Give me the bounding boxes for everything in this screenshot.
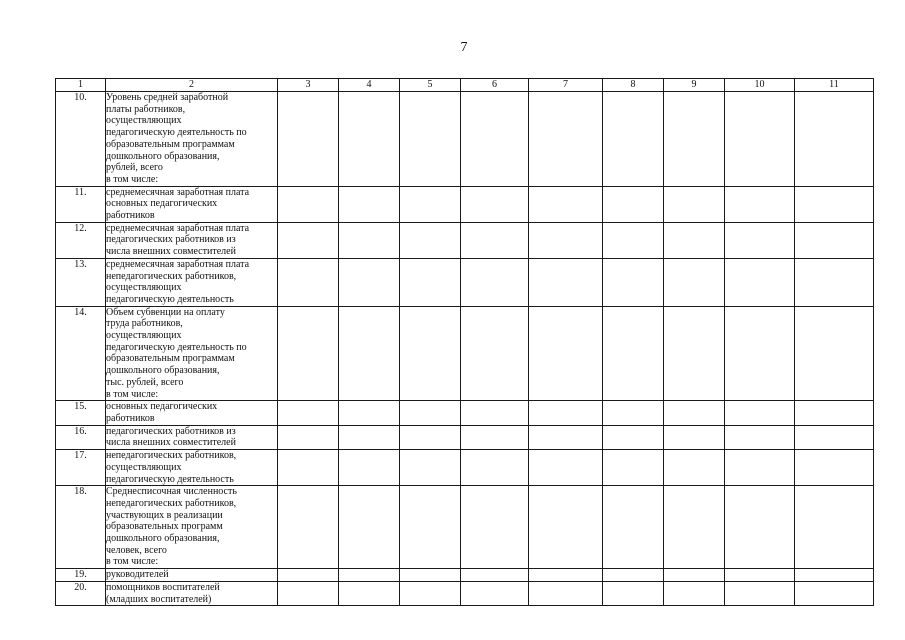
empty-cell	[461, 486, 529, 569]
page-number: 7	[460, 40, 468, 55]
empty-cell	[795, 222, 874, 258]
empty-cell	[529, 306, 603, 401]
empty-cell	[529, 486, 603, 569]
empty-cell	[795, 450, 874, 486]
empty-cell	[603, 186, 664, 222]
row-number: 13.	[56, 258, 106, 306]
table-row	[56, 92, 874, 187]
row-number: 10.	[56, 92, 106, 187]
empty-cell	[400, 186, 461, 222]
col-header: 4	[339, 79, 400, 92]
empty-cell	[461, 92, 529, 187]
empty-cell	[725, 450, 795, 486]
empty-cell	[664, 425, 725, 449]
empty-cell	[461, 569, 529, 582]
empty-cell	[725, 306, 795, 401]
empty-cell	[339, 258, 400, 306]
empty-cell	[339, 401, 400, 425]
table-row	[56, 486, 874, 569]
table-row	[56, 425, 874, 449]
empty-cell	[664, 222, 725, 258]
empty-cell	[603, 92, 664, 187]
empty-cell	[339, 186, 400, 222]
table-row	[56, 222, 874, 258]
empty-cell	[664, 258, 725, 306]
empty-cell	[529, 581, 603, 605]
empty-cell	[339, 450, 400, 486]
empty-cell	[461, 258, 529, 306]
empty-cell	[664, 450, 725, 486]
row-number: 16.	[56, 425, 106, 449]
empty-cell	[278, 186, 339, 222]
table-row	[56, 258, 874, 306]
row-description: руководителей	[106, 569, 278, 582]
empty-cell	[603, 486, 664, 569]
empty-cell	[278, 92, 339, 187]
table-row	[56, 581, 874, 605]
col-header: 1	[56, 79, 106, 92]
table-row	[56, 306, 874, 401]
empty-cell	[603, 425, 664, 449]
row-number: 15.	[56, 401, 106, 425]
empty-cell	[461, 186, 529, 222]
row-description: среднемесячная заработная плата непедагогических работников, осуществляющих педагогическую деятельность	[106, 258, 278, 306]
col-header: 6	[461, 79, 529, 92]
empty-cell	[278, 569, 339, 582]
empty-cell	[529, 450, 603, 486]
empty-cell	[461, 222, 529, 258]
empty-cell	[461, 306, 529, 401]
row-description: педагогических работников из числа внешних совместителей	[106, 425, 278, 449]
empty-cell	[278, 306, 339, 401]
col-header: 10	[725, 79, 795, 92]
empty-cell	[278, 581, 339, 605]
col-header: 11	[795, 79, 874, 92]
empty-cell	[339, 92, 400, 187]
empty-cell	[664, 306, 725, 401]
empty-cell	[795, 258, 874, 306]
empty-cell	[339, 306, 400, 401]
row-description: непедагогических работников, осуществляющих педагогическую деятельность	[106, 450, 278, 486]
table-row	[56, 186, 874, 222]
empty-cell	[603, 222, 664, 258]
col-header: 9	[664, 79, 725, 92]
table-row	[56, 450, 874, 486]
row-description: среднемесячная заработная плата педагогических работников из числа внешних совместителей	[106, 222, 278, 258]
empty-cell	[400, 425, 461, 449]
empty-cell	[725, 222, 795, 258]
empty-cell	[795, 401, 874, 425]
row-description: основных педагогических работников	[106, 401, 278, 425]
empty-cell	[529, 222, 603, 258]
empty-cell	[529, 92, 603, 187]
row-description: помощников воспитателей (младших воспитателей)	[106, 581, 278, 605]
col-header: 5	[400, 79, 461, 92]
empty-cell	[461, 450, 529, 486]
empty-cell	[339, 581, 400, 605]
empty-cell	[664, 486, 725, 569]
empty-cell	[603, 306, 664, 401]
empty-cell	[725, 569, 795, 582]
empty-cell	[400, 401, 461, 425]
empty-cell	[603, 450, 664, 486]
empty-cell	[339, 222, 400, 258]
empty-cell	[278, 425, 339, 449]
empty-cell	[795, 306, 874, 401]
col-header: 2	[106, 79, 278, 92]
col-header: 8	[603, 79, 664, 92]
empty-cell	[664, 186, 725, 222]
table-row	[56, 569, 874, 582]
empty-cell	[529, 425, 603, 449]
table-body	[56, 92, 874, 606]
empty-cell	[278, 401, 339, 425]
empty-cell	[278, 486, 339, 569]
empty-cell	[339, 425, 400, 449]
empty-cell	[795, 486, 874, 569]
row-number: 18.	[56, 486, 106, 569]
empty-cell	[664, 401, 725, 425]
empty-cell	[400, 222, 461, 258]
empty-cell	[603, 401, 664, 425]
data-table	[55, 78, 874, 606]
empty-cell	[725, 258, 795, 306]
empty-cell	[400, 581, 461, 605]
col-header: 7	[529, 79, 603, 92]
row-description: Уровень средней заработной платы работников, осуществляющих педагогическую деятельность по образовательным программам дошкольного образования, рублей, всего в том числе:	[106, 92, 278, 187]
empty-cell	[603, 258, 664, 306]
empty-cell	[529, 401, 603, 425]
empty-cell	[529, 569, 603, 582]
empty-cell	[725, 486, 795, 569]
empty-cell	[400, 306, 461, 401]
empty-cell	[278, 222, 339, 258]
empty-cell	[278, 450, 339, 486]
row-description: Среднесписочная численность непедагогических работников, участвующих в реализации образовательных программ дошкольного образования, человек, всего в том числе:	[106, 486, 278, 569]
empty-cell	[400, 569, 461, 582]
row-number: 14.	[56, 306, 106, 401]
empty-cell	[339, 486, 400, 569]
empty-cell	[795, 569, 874, 582]
empty-cell	[339, 569, 400, 582]
col-header: 3	[278, 79, 339, 92]
empty-cell	[725, 581, 795, 605]
empty-cell	[400, 450, 461, 486]
empty-cell	[795, 425, 874, 449]
row-number: 20.	[56, 581, 106, 605]
empty-cell	[400, 486, 461, 569]
empty-cell	[664, 581, 725, 605]
row-description: Объем субвенции на оплату труда работников, осуществляющих педагогическую деятельность по образовательным программам дошкольного образования, тыс. рублей, всего в том числе:	[106, 306, 278, 401]
empty-cell	[529, 186, 603, 222]
empty-cell	[461, 425, 529, 449]
empty-cell	[400, 258, 461, 306]
empty-cell	[725, 425, 795, 449]
empty-cell	[603, 581, 664, 605]
row-number: 11.	[56, 186, 106, 222]
empty-cell	[400, 92, 461, 187]
row-number: 12.	[56, 222, 106, 258]
empty-cell	[725, 92, 795, 187]
empty-cell	[795, 92, 874, 187]
table-row	[56, 401, 874, 425]
empty-cell	[529, 258, 603, 306]
empty-cell	[603, 569, 664, 582]
empty-cell	[725, 401, 795, 425]
empty-cell	[795, 186, 874, 222]
empty-cell	[725, 186, 795, 222]
empty-cell	[461, 401, 529, 425]
row-number: 19.	[56, 569, 106, 582]
empty-cell	[664, 569, 725, 582]
empty-cell	[795, 581, 874, 605]
row-number: 17.	[56, 450, 106, 486]
row-description: среднемесячная заработная плата основных педагогических работников	[106, 186, 278, 222]
empty-cell	[461, 581, 529, 605]
empty-cell	[278, 258, 339, 306]
header-row	[56, 79, 874, 92]
empty-cell	[664, 92, 725, 187]
